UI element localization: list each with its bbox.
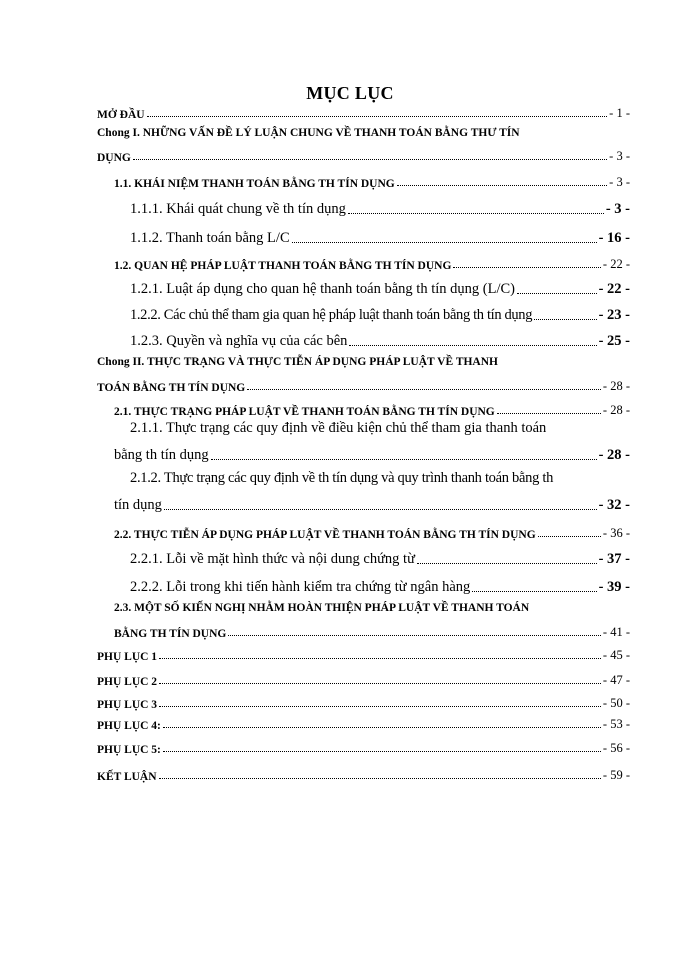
toc-page-number: - 23 - [598, 307, 630, 323]
toc-title: MỤC LỤC [306, 83, 394, 103]
toc-leader [453, 267, 601, 268]
toc-entry-phu-luc-2[interactable] [97, 670, 630, 688]
toc-page-number: - 28 - [598, 447, 630, 463]
toc-leader [163, 751, 601, 752]
toc-leader [397, 185, 607, 186]
toc-page-number: - 56 - [602, 741, 630, 755]
toc-entry-label: MỞ ĐẦU [97, 109, 145, 121]
toc-leader [159, 683, 601, 684]
toc-entry-2-2[interactable] [114, 523, 630, 541]
toc-page-number: - 53 - [602, 717, 630, 731]
toc-entry-1-2[interactable] [114, 254, 630, 272]
toc-entry-1-1-2[interactable] [130, 227, 630, 247]
toc-leader [133, 159, 607, 160]
toc-entry-label: PHỤ LỤC 4: [97, 720, 161, 732]
toc-page-number: - 28 - [602, 403, 630, 417]
toc-page-number: - 3 - [609, 175, 630, 189]
toc-page-number: - 22 - [602, 257, 630, 271]
toc-entry-2-1-1-line1[interactable]: 2.1.1. Thực trạng các quy định về điều kiện chủ thể tham gia thanh toán [130, 420, 547, 436]
toc-entry-phu-luc-4[interactable] [97, 714, 630, 732]
toc-leader [228, 635, 601, 636]
toc-entry-2-2-1[interactable] [130, 548, 630, 568]
toc-leader [417, 563, 597, 564]
toc-entry-label: 1.1. KHÁI NIỆM THANH TOÁN BẰNG TH TÍN DỤNG [114, 178, 395, 190]
toc-leader [349, 345, 596, 346]
toc-page-number: - 16 - [598, 230, 630, 246]
toc-entry-label: KẾT LUẬN [97, 771, 157, 783]
toc-entry-label: 2.2.1. Lỗi về mặt hình thức và nội dung chứng từ [130, 551, 415, 567]
toc-leader [472, 591, 596, 592]
toc-entry-1-1[interactable] [114, 172, 630, 190]
toc-entry-2-3-line1[interactable]: 2.3. MỘT SỐ KIẾN NGHỊ NHẰM HOÀN THIỆN PHÁP LUẬT VỀ THANH TOÁN [114, 602, 530, 614]
toc-entry-label: DỤNG [97, 152, 131, 164]
toc-entry-chapter-1[interactable] [97, 146, 630, 164]
toc-entry-label: 2.2.2. Lỗi trong khi tiến hành kiểm tra chứng từ ngân hàng [130, 579, 471, 595]
toc-entry-1-2-3[interactable] [130, 330, 630, 350]
toc-entry-1-2-2[interactable] [130, 304, 630, 324]
toc-leader [159, 706, 601, 707]
toc-leader [348, 213, 604, 214]
toc-page-number: - 50 - [602, 696, 630, 710]
toc-entry-ket-luan[interactable] [97, 765, 630, 783]
toc-leader [497, 413, 601, 414]
toc-page-number: - 36 - [602, 526, 630, 540]
toc-page-number: - 41 - [602, 625, 630, 639]
toc-entry-mo-dau[interactable] [97, 103, 630, 121]
toc-entry-2-1[interactable] [114, 400, 630, 418]
toc-page-number: - 39 - [598, 579, 630, 595]
toc-entry-label: 1.2.1. Luật áp dụng cho quan hệ thanh toán bằng th tín dụng (L/C) [130, 281, 515, 297]
toc-entry-2-2-2[interactable] [130, 576, 630, 596]
toc-entry-2-1-1[interactable] [114, 444, 630, 464]
toc-leader [164, 509, 597, 510]
toc-entry-label: 1.2.2. Các chủ thể tham gia quan hệ pháp luật thanh toán bằng th tín dụng [130, 307, 533, 323]
toc-entry-chapter-1-line1[interactable]: Chong I. NHỮNG VẤN ĐỀ LÝ LUẬN CHUNG VỀ THANH TOÁN BẰNG THƯ TÍN [97, 127, 520, 139]
toc-entry-1-1-1[interactable] [130, 198, 630, 218]
toc-entry-label: 1.2.3. Quyền và nghĩa vụ của các bên [130, 333, 348, 349]
toc-leader [534, 319, 596, 320]
toc-entry-label: TOÁN BẰNG TH TÍN DỤNG [97, 382, 246, 394]
toc-page-number: - 3 - [609, 149, 630, 163]
toc-page-number: - 3 - [605, 201, 630, 217]
toc-leader [163, 727, 601, 728]
toc-entry-phu-luc-5[interactable] [97, 738, 630, 756]
toc-entry-label: tín dụng [114, 497, 162, 513]
toc-leader [538, 536, 601, 537]
toc-page-number: - 22 - [598, 281, 630, 297]
toc-entry-label: bằng th tín dụng [114, 447, 209, 463]
toc-page-number: - 59 - [602, 768, 630, 782]
toc-entry-chapter-2[interactable] [97, 376, 630, 394]
toc-entry-label: 1.1.1. Khái quát chung về th tín dụng [130, 201, 346, 217]
toc-entry-label: PHỤ LỤC 3 [97, 699, 158, 711]
toc-entry-label: 2.1. THỰC TRẠNG PHÁP LUẬT VỀ THANH TOÁN BẰNG TH TÍN DỤNG [114, 406, 495, 418]
toc-leader [159, 658, 601, 659]
toc-page-number: - 45 - [602, 648, 630, 662]
toc-page-number: - 37 - [598, 551, 630, 567]
toc-entry-label: PHỤ LỤC 1 [97, 651, 158, 663]
toc-entry-phu-luc-1[interactable] [97, 645, 630, 663]
toc-leader [147, 116, 608, 117]
toc-leader [517, 293, 597, 294]
toc-page-number: - 47 - [602, 673, 630, 687]
toc-entry-phu-luc-3[interactable] [97, 693, 630, 711]
toc-entry-chapter-2-line1[interactable]: Chong II. THỰC TRẠNG VÀ THỰC TIỄN ÁP DỤNG PHÁP LUẬT VỀ THANH [97, 356, 498, 368]
toc-entry-1-2-1[interactable] [130, 278, 630, 298]
toc-leader [247, 389, 601, 390]
toc-leader [159, 778, 601, 779]
toc-page-number: - 1 - [609, 106, 630, 120]
toc-entry-label: BẰNG TH TÍN DỤNG [114, 628, 227, 640]
toc-entry-label: PHỤ LỤC 5: [97, 744, 161, 756]
toc-entry-2-1-2[interactable] [114, 494, 630, 514]
toc-entry-label: 2.2. THỰC TIỄN ÁP DỤNG PHÁP LUẬT VỀ THANH TOÁN BẰNG TH TÍN DỤNG [114, 529, 536, 541]
toc-leader [292, 242, 597, 243]
toc-entry-2-3[interactable] [114, 622, 630, 640]
toc-entry-label: 1.1.2. Thanh toán bằng L/C [130, 230, 290, 246]
toc-entry-label: 1.2. QUAN HỆ PHÁP LUẬT THANH TOÁN BẰNG TH TÍN DỤNG [114, 260, 452, 272]
toc-entry-2-1-2-line1[interactable]: 2.1.2. Thực trạng các quy định về th tín dụng và quy trình thanh toán bằng th [130, 470, 554, 486]
toc-page-number: - 28 - [602, 379, 630, 393]
toc-page-number: - 25 - [598, 333, 630, 349]
toc-page-number: - 32 - [598, 497, 630, 513]
toc-entry-label: PHỤ LỤC 2 [97, 676, 158, 688]
toc-leader [211, 459, 597, 460]
